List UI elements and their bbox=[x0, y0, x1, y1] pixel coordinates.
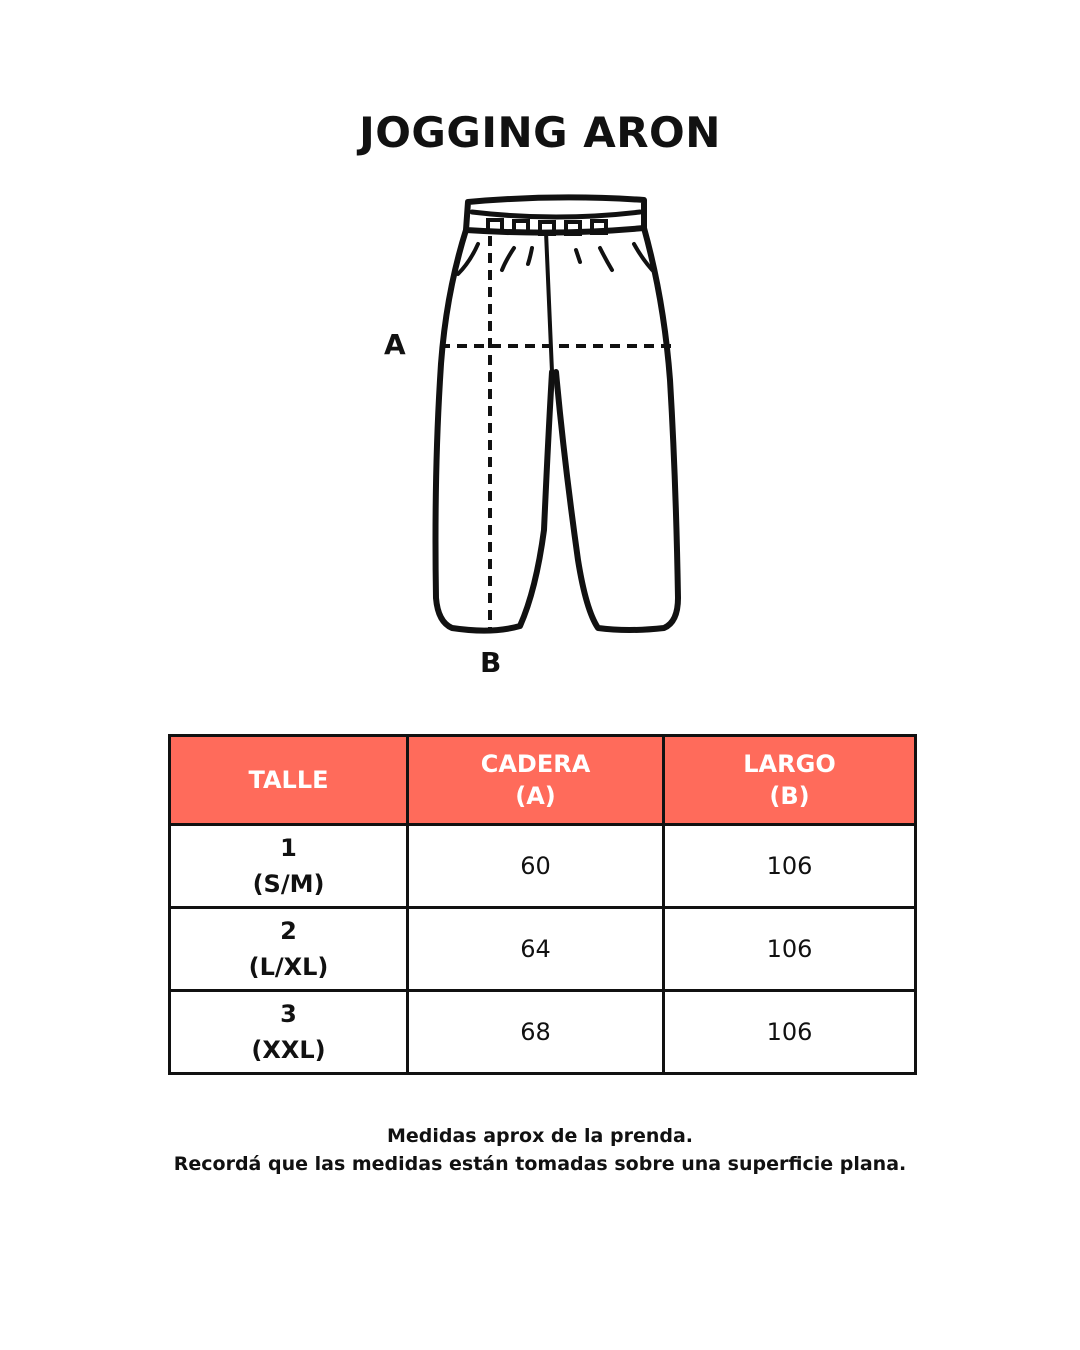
size-table bbox=[168, 734, 917, 1075]
largo-cell: 106 bbox=[664, 991, 916, 1074]
cadera-cell: 64 bbox=[408, 908, 664, 991]
table-row bbox=[170, 991, 916, 1074]
talle-cell: 1 (S/M) bbox=[170, 825, 408, 908]
largo-cell: 106 bbox=[664, 908, 916, 991]
header-cadera: CADERA (A) bbox=[408, 736, 664, 825]
table-row bbox=[170, 825, 916, 908]
page-title: JOGGING ARON bbox=[359, 108, 721, 157]
label-b: B bbox=[480, 646, 502, 679]
header-largo: LARGO (B) bbox=[664, 736, 916, 825]
cadera-cell: 60 bbox=[408, 825, 664, 908]
header-talle: TALLE bbox=[170, 736, 408, 825]
notes bbox=[0, 1122, 1080, 1178]
table-row bbox=[170, 908, 916, 991]
label-a: A bbox=[384, 328, 406, 361]
cadera-cell: 68 bbox=[408, 991, 664, 1074]
table-header-row bbox=[170, 736, 916, 825]
largo-cell: 106 bbox=[664, 825, 916, 908]
talle-cell: 2 (L/XL) bbox=[170, 908, 408, 991]
talle-cell: 3 (XXL) bbox=[170, 991, 408, 1074]
note-line-1: Medidas aprox de la prenda. bbox=[386, 1125, 694, 1147]
note-line-2: Recordá que las medidas están tomadas sobre una superficie plana. bbox=[173, 1153, 907, 1175]
